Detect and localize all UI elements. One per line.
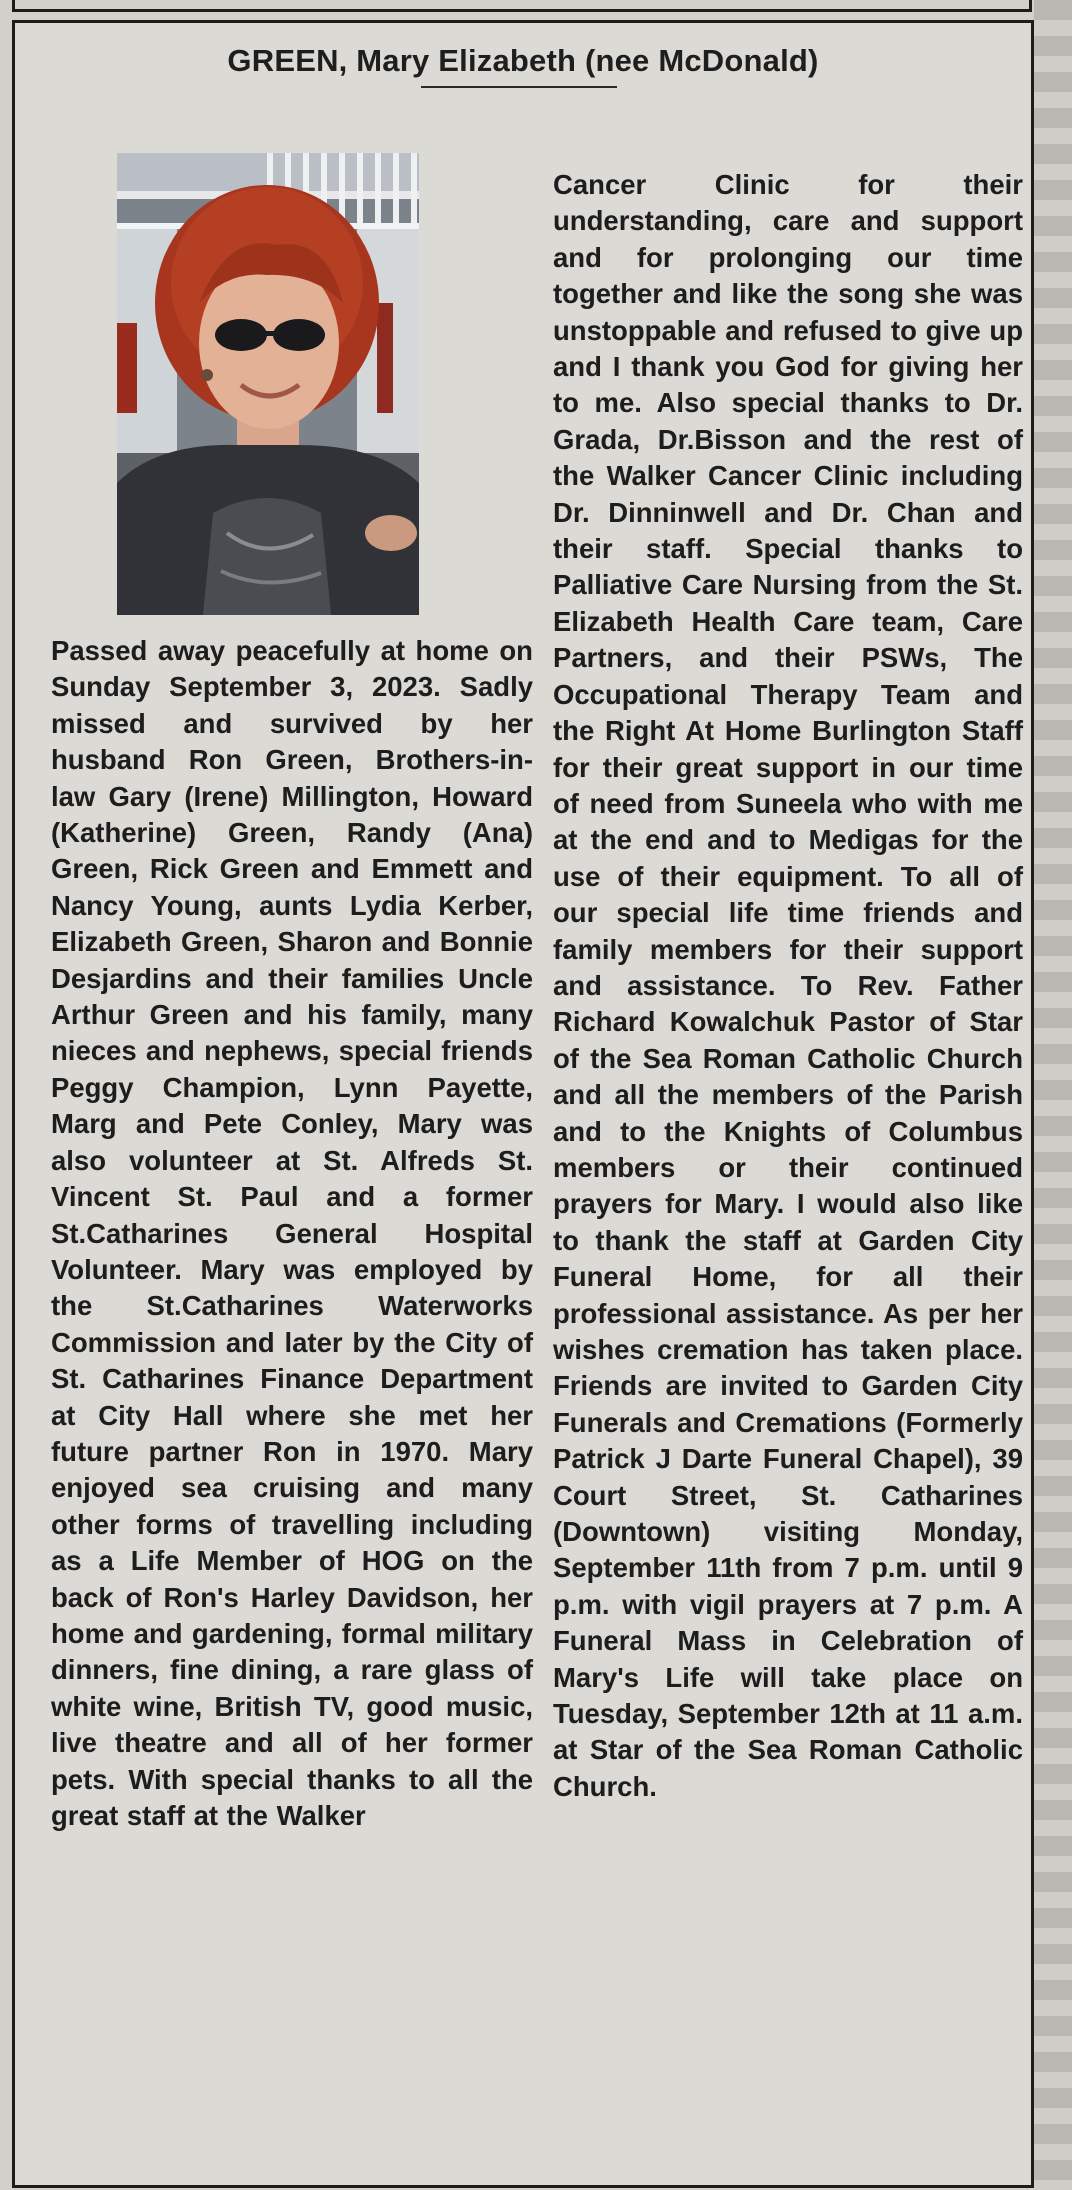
portrait-photo [117,153,419,615]
obituary-notice [12,20,1034,2188]
obituary-text-right-column: Cancer Clinic for their understanding, care and support and for prolonging our time together and like the song she was unstoppable and refused to give up and I thank you God for giving her to me. Also special thanks to Dr. Grada, Dr.Bisson and the rest of the Walker Cancer Clinic including Dr. Dinninwell and Dr. Chan and their staff. Special thanks to Palliative Care Nursing from the St. Elizabeth Health Care team, Care Partners, and their PSWs, The Occupational Therapy Team and the Right At Home Burlington Staff for their great support in our time of need from Suneela who with me at the end and to Medigas for the use of their equipment. To all of our special life time friends and family members for their support and assistance. To Rev. Father Richard Kowalchuk Pastor of Star of the Sea Roman Catholic Church and all the members of the Parish and to the Knights of Columbus members or their continued prayers for Mary. I would also like to thank the staff at Garden City Funeral Home, for all their professional assistance. As per her wishes cremation has taken place. Friends are invited to Garden City Funerals and Cremations (Formerly Patrick J Darte Funeral Chapel), 39 Court Street, St. Catharines (Downtown) visiting Monday, September 11th from 7 p.m. until 9 p.m. with vigil prayers at 7 p.m. A Funeral Mass in Celebration of Mary's Life will take place on Tuesday, September 12th at 11 a.m. at Star of the Sea Roman Catholic Church. [553,169,1023,1802]
obituary-text-left-column: Passed away peacefully at home on Sunday September 3, 2023. Sadly missed and survived by her husband Ron Green, Brothers-in-law Gary (Irene) Millington, Howard (Katherine) Green, Randy (Ana) Green, Rick Green and Emmett and Nancy Young, aunts Lydia Kerber, Elizabeth Green, Sharon and Bonnie Desjardins and their families Uncle Arthur Green and his family, many nieces and nephews, special friends Peggy Champion, Lynn Payette, Marg and Pete Conley, Mary was also volunteer at St. Alfreds St. Vincent St. Paul and a former St.Catharines General Hospital Volunteer. Mary was employed by the St.Catharines Waterworks Commission and later by the City of St. Catharines Finance Department at City Hall where she met her future partner Ron in 1970. Mary enjoyed sea cruising and many other forms of travelling including as a Life Member of HOG on the back of Ron's Harley Davidson, her home and gardening, formal military dinners, fine dining, a rare glass of white wine, British TV, good music, live theatre and all of her former pets. With special thanks to all the great staff at the Walker [51,635,533,1831]
previous-notice-border [12,0,1032,12]
title-underline [421,86,617,88]
notice-title: GREEN, Mary Elizabeth (nee McDonald) [227,43,819,78]
adjacent-column-bleed [1034,0,1072,2190]
